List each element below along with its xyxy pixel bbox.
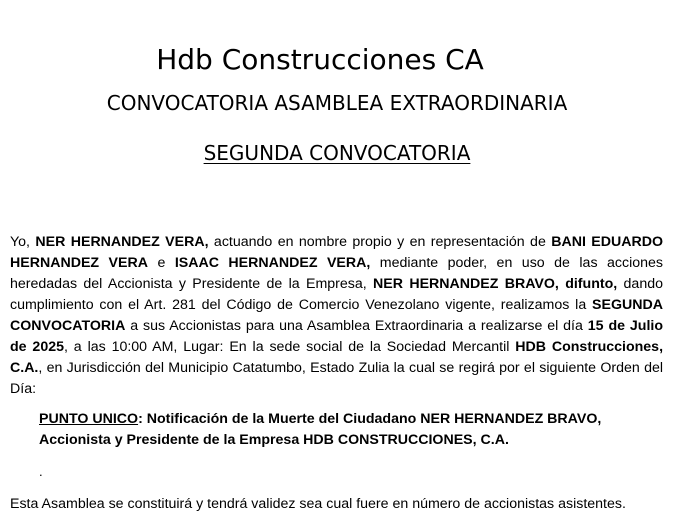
closing-statement: Esta Asamblea se constituirá y tendrá validez sea cual fuere en número de accionistas asistentes. xyxy=(10,496,626,512)
body-segment: mediante poder, en uso de las acciones heredadas del Accionista y Presidente de la Empresa, xyxy=(10,255,664,292)
body-segment-bold: HDB Construcciones, C.A. xyxy=(10,339,664,376)
body-segment: a sus Accionistas para una Asamblea Extraordinaria a realizarse el día xyxy=(125,318,588,334)
body-segment: , en Jurisdicción del Municipio Catatumbo, Estado Zulia la cual se regirá por el siguiente Orden del Día: xyxy=(10,360,663,397)
separator-dot: . xyxy=(39,464,43,479)
convocation-paragraph xyxy=(10,232,663,400)
document-title: CONVOCATORIA ASAMBLEA EXTRAORDINARIA xyxy=(106,91,568,115)
body-segment-bold: BANI EDUARDO HERNANDEZ VERA xyxy=(10,234,664,271)
body-segment-bold: NER HERNANDEZ BRAVO, difunto, xyxy=(373,276,618,292)
subtitle-text: SEGUNDA CONVOCATORIA xyxy=(203,141,471,165)
agenda-text: : Notificación de la Muerte del Ciudadano NER HERNANDEZ BRAVO, Accionista y Presidente de la Empresa HDB CONSTRUCCIONES, C.A. xyxy=(39,411,602,448)
agenda-label: PUNTO UNICO xyxy=(39,411,139,427)
body-segment: e xyxy=(147,255,175,271)
body-segment: Yo, xyxy=(10,234,36,250)
body-segment-bold: 15 de Julio de 2025 xyxy=(10,318,663,355)
agenda-item xyxy=(39,409,649,451)
company-name: Hdb Construcciones CA xyxy=(156,43,484,76)
body-segment: , a las 10:00 AM, Lugar: En la sede social de la Sociedad Mercantil xyxy=(64,339,516,355)
body-segment-bold: NER HERNANDEZ VERA, xyxy=(35,234,209,250)
body-segment-bold: ISAAC HERNANDEZ VERA, xyxy=(174,255,371,271)
body-segment: actuando en nombre propio y en representación de xyxy=(208,234,552,250)
body-segment-bold: SEGUNDA CONVOCATORIA xyxy=(10,297,663,334)
document-subtitle xyxy=(0,139,674,167)
body-segment: dando cumplimiento con el Art. 281 del Código de Comercio Venezolano vigente, realizamos la xyxy=(10,276,663,313)
